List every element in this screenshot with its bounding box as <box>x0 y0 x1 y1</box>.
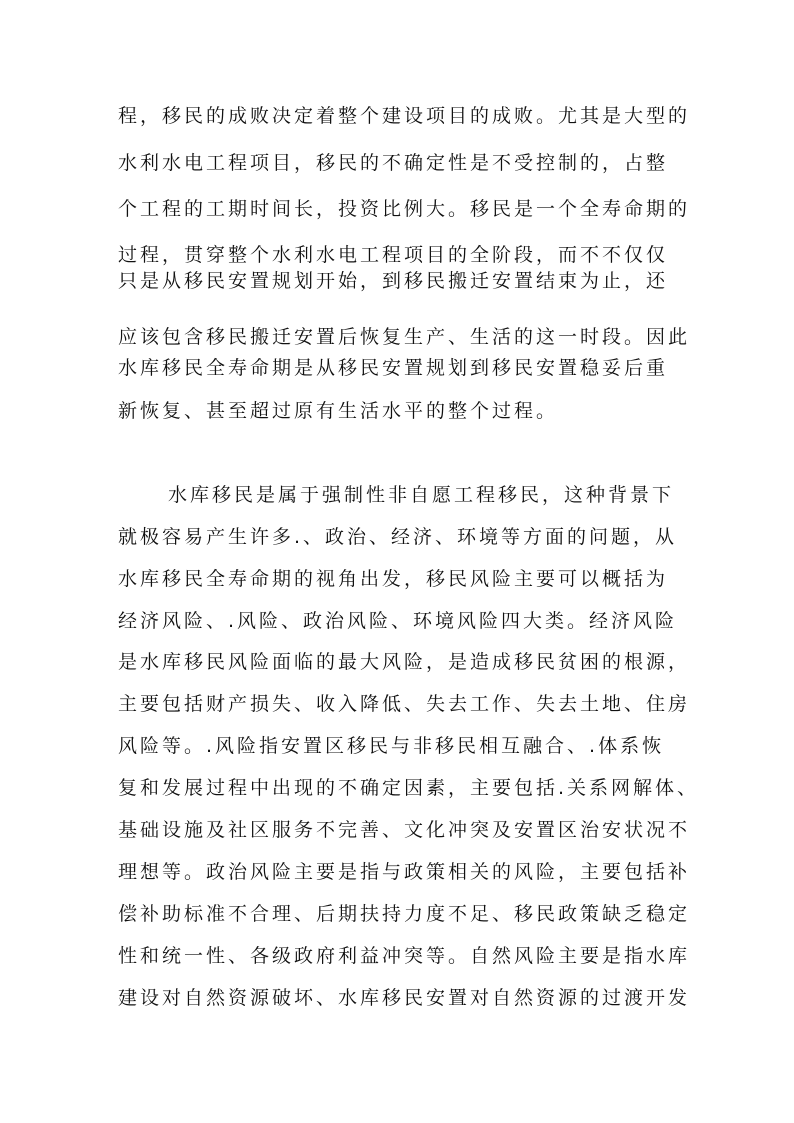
paragraph-2-line: 经济风险、.风险、政治风险、环境风险四大类。经济风险 <box>118 610 678 632</box>
paragraph-2-line: 性和统一性、各级政府利益冲突等。自然风险主要是指水库 <box>118 945 691 967</box>
paragraph-2-line: 建设对自然资源破坏、水库移民安置对自然资源的过渡开发 <box>118 987 691 1009</box>
paragraph-1-line: 新恢复、甚至超过原有生活水平的整个过程。 <box>118 400 559 422</box>
paragraph-1-line: 水利水电工程项目，移民的不确定性是不受控制的，占整 <box>118 152 669 174</box>
paragraph-2-line: 复和发展过程中出现的不确定因素，主要包括.关系网解体、 <box>118 777 700 799</box>
paragraph-1-line: 程，移民的成败决定着整个建设项目的成败。尤其是大型的 <box>118 105 691 127</box>
paragraph-2-line: 水库移民是属于强制性非自愿工程移民，这种背景下 <box>168 484 675 506</box>
paragraph-2-line: 就极容易产生许多.、政治、经济、环境等方面的问题，从 <box>118 526 678 548</box>
paragraph-2-line: 主要包括财产损失、收入降低、失去工作、失去土地、住房 <box>118 693 691 715</box>
paragraph-1-line: 过程，贯穿整个水利水电工程项目的全阶段，而不不仅仅 <box>118 244 669 266</box>
paragraph-2-line: 是水库移民风险面临的最大风险，是造成移民贫困的根源， <box>118 651 691 673</box>
paragraph-1-line: 个工程的工期时间长，投资比例大。移民是一个全寿命期的 <box>118 198 691 220</box>
paragraph-2-line: 风险等。.风险指安置区移民与非移民相互融合、.体系恢 <box>118 735 665 757</box>
paragraph-2-line: 水库移民全寿命期的视角出发，移民风险主要可以概括为 <box>118 568 669 590</box>
paragraph-1-line: 只是从移民安置规划开始，到移民搬迁安置结束为止，还 <box>118 270 669 292</box>
paragraph-2-line: 偿补助标准不合理、后期扶持力度不足、移民政策缺乏稳定 <box>118 903 691 925</box>
paragraph-1-line: 水库移民全寿命期是从移民安置规划到移民安置稳妥后重 <box>118 357 669 379</box>
paragraph-2-line: 理想等。政治风险主要是指与政策相关的风险，主要包括补 <box>118 861 691 883</box>
paragraph-2-line: 基础设施及社区服务不完善、文化冲突及安置区治安状况不 <box>118 819 691 841</box>
paragraph-1-line: 应该包含移民搬迁安置后恢复生产、生活的这一时段。因此 <box>118 326 691 348</box>
